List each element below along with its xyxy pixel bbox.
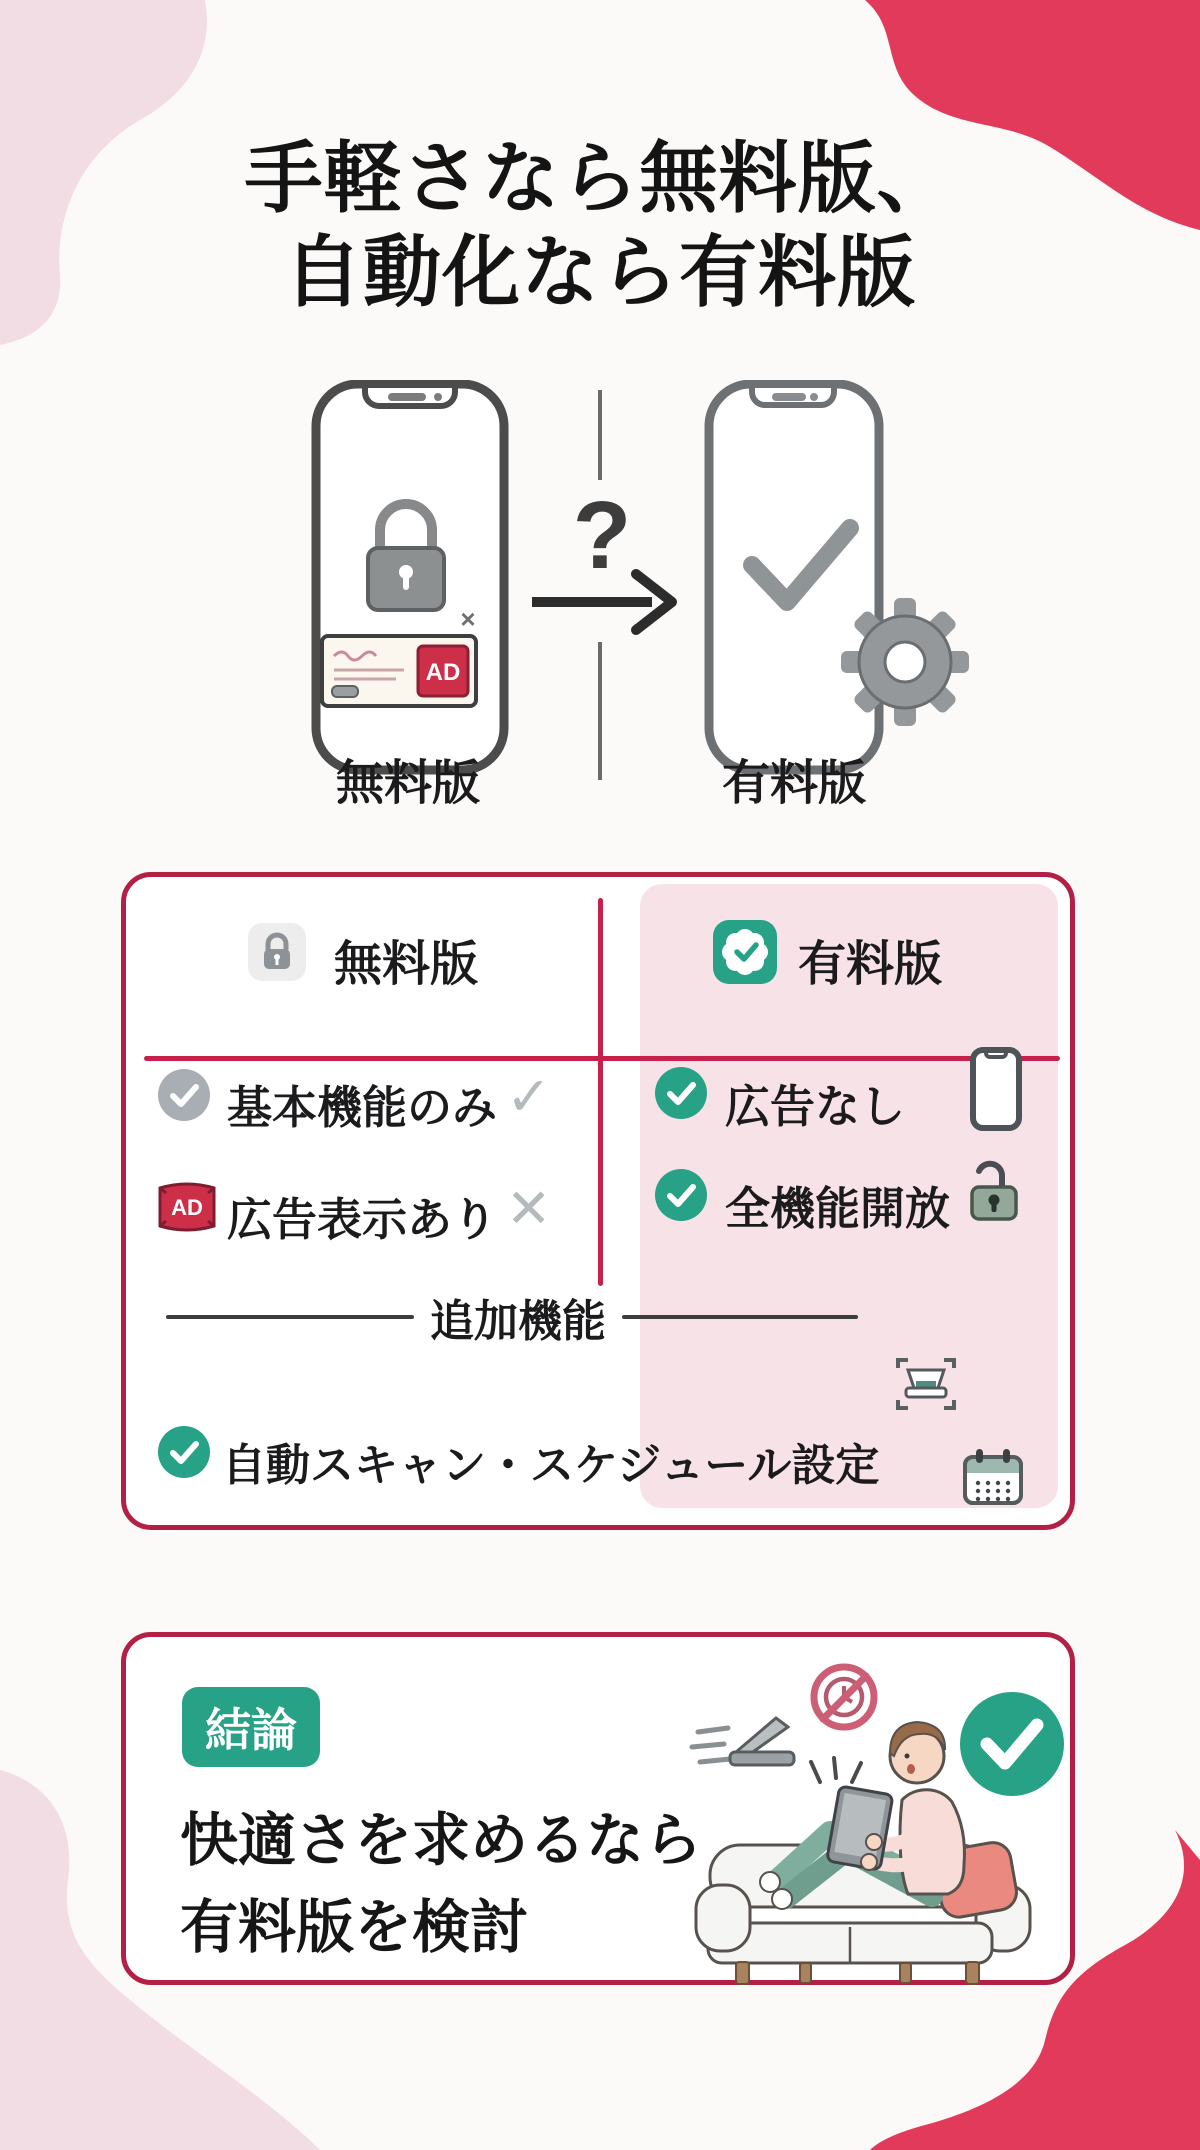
check-circle-icon xyxy=(960,1692,1064,1796)
free-row-ads-label: 広告表示あり xyxy=(227,1194,498,1245)
paid-phone-illustration xyxy=(709,384,969,770)
scanner-icon xyxy=(894,1354,958,1414)
paid-phone-label: 有料版 xyxy=(721,757,866,810)
title-line2: 自動化なら有料版 xyxy=(283,227,916,316)
lock-badge-icon xyxy=(248,923,306,981)
phone-icon xyxy=(970,1047,1022,1131)
divider-line-left xyxy=(166,1315,414,1319)
title-line1: 手軽さなら無料版、 xyxy=(244,134,956,222)
verified-badge-icon xyxy=(713,920,777,984)
cross-mark: ✕ xyxy=(506,1179,552,1239)
divider-line-right xyxy=(622,1315,858,1319)
green-check-circle-icon xyxy=(158,1426,210,1478)
comparison-card xyxy=(121,872,1075,1530)
hero-illustration xyxy=(300,380,980,790)
paid-row-noads-label: 広告なし xyxy=(725,1081,906,1132)
ad-flag-icon xyxy=(155,1179,219,1235)
extra-feature-label: 自動スキャン・スケジュール設定 xyxy=(222,1441,880,1490)
extra-features-divider xyxy=(166,1285,866,1349)
sparkle-lines xyxy=(811,1758,861,1782)
unlock-icon xyxy=(964,1158,1022,1222)
paid-column-header: 有料版 xyxy=(798,938,943,991)
ad-label: AD xyxy=(171,1195,203,1220)
close-icon: × xyxy=(460,604,476,634)
green-check-circle-icon xyxy=(655,1169,707,1221)
table-horizontal-divider xyxy=(144,1056,1060,1061)
scanner-tossed-icon xyxy=(692,1718,794,1765)
ad-banner-icon xyxy=(322,636,476,706)
conclusion-card xyxy=(121,1632,1075,1985)
gray-check-circle-icon xyxy=(158,1069,210,1121)
free-phone-label: 無料版 xyxy=(335,757,480,810)
ad-label: AD xyxy=(425,659,461,686)
calendar-icon xyxy=(962,1447,1024,1507)
free-phone-illustration xyxy=(316,384,504,770)
gear-icon xyxy=(841,598,969,726)
relaxing-person-illustration xyxy=(470,1650,1080,1985)
table-vertical-divider xyxy=(598,898,603,1286)
green-check-circle-icon xyxy=(655,1067,707,1119)
conclusion-line1: 快適さを求めるなら xyxy=(180,1808,703,1873)
conclusion-line2: 有料版を検討 xyxy=(180,1895,529,1960)
free-row-basic-label: 基本機能のみ xyxy=(227,1082,498,1133)
tablet-icon xyxy=(827,1786,893,1870)
paid-row-allfeatures-label: 全機能開放 xyxy=(725,1183,951,1234)
no-time-icon xyxy=(814,1667,874,1727)
extra-features-label: 追加機能 xyxy=(430,1297,606,1346)
page-title xyxy=(0,132,1200,319)
conclusion-badge: 結論 xyxy=(182,1687,320,1767)
check-mark: ✓ xyxy=(506,1067,552,1127)
question-mark: ? xyxy=(572,482,632,589)
free-column-header: 無料版 xyxy=(334,938,479,991)
